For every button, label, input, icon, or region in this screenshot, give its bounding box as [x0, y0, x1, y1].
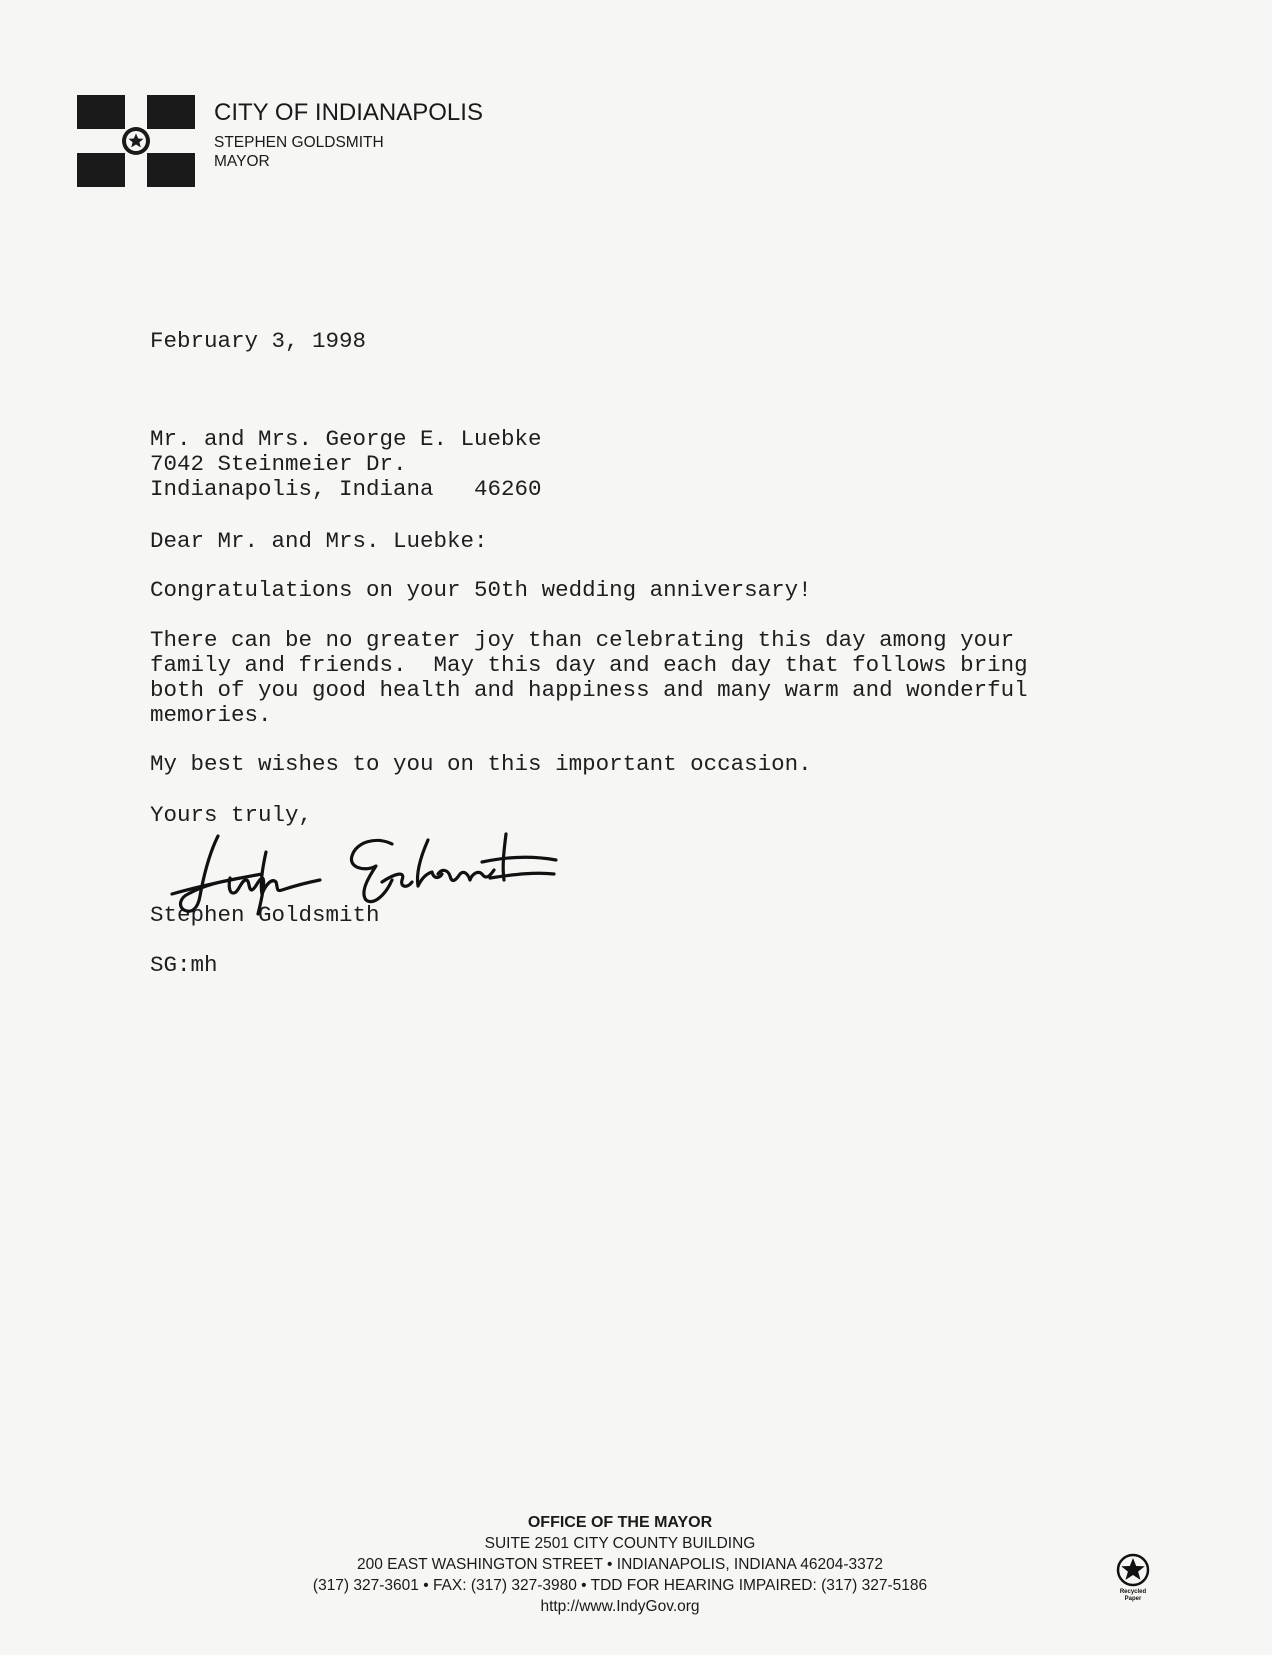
city-flag-star-icon — [77, 95, 195, 187]
svg-text:Recycled: Recycled — [1119, 1589, 1147, 1595]
footer-office: OFFICE OF THE MAYOR — [527, 1514, 713, 1531]
letterhead-mayor-title: MAYOR — [214, 153, 270, 170]
paragraph-line: memories. — [150, 702, 272, 728]
paragraph-best-wishes: My best wishes to you on this important occasion. — [150, 751, 812, 777]
footer-street: 200 EAST WASHINGTON STREET • INDIANAPOLIS, INDIANA 46204-3372 — [356, 1556, 884, 1573]
svg-text:Paper: Paper — [1124, 1596, 1142, 1602]
footer-website: http://www.IndyGov.org — [540, 1598, 700, 1615]
typist-initials: SG:mh — [150, 952, 218, 978]
recipient-line-city: Indianapolis, Indiana 46260 — [150, 476, 542, 502]
salutation: Dear Mr. and Mrs. Luebke: — [150, 528, 488, 554]
recipient-address — [150, 427, 542, 502]
paragraph-line: family and friends. May this day and each day that follows bring — [150, 652, 1028, 678]
paragraph-line: both of you good health and happiness and many warm and wonderful — [150, 677, 1028, 703]
letterhead-footer — [260, 1512, 980, 1617]
paragraph-congratulations: Congratulations on your 50th wedding anniversary! — [150, 577, 812, 603]
signer-name: Stephen Goldsmith — [150, 902, 380, 928]
recycled-paper-icon — [1112, 1553, 1154, 1603]
letterhead-city: CITY OF INDIANAPOLIS — [214, 99, 483, 126]
paragraph-wishes — [150, 628, 1140, 728]
letter-date: February 3, 1998 — [150, 328, 367, 354]
closing: Yours truly, — [150, 802, 313, 828]
footer-phones: (317) 327-3601 • FAX: (317) 327-3980 • TDD FOR HEARING IMPAIRED: (317) 327-5186 — [312, 1577, 928, 1594]
handwritten-signature — [170, 822, 590, 922]
paragraph-line: There can be no greater joy than celebrating this day among your — [150, 627, 1015, 653]
recipient-line-name: Mr. and Mrs. George E. Luebke — [150, 426, 542, 452]
recipient-line-street: 7042 Steinmeier Dr. — [150, 451, 407, 477]
letterhead-mayor-name: STEPHEN GOLDSMITH — [214, 134, 384, 151]
footer-suite: SUITE 2501 CITY COUNTY BUILDING — [484, 1535, 756, 1552]
